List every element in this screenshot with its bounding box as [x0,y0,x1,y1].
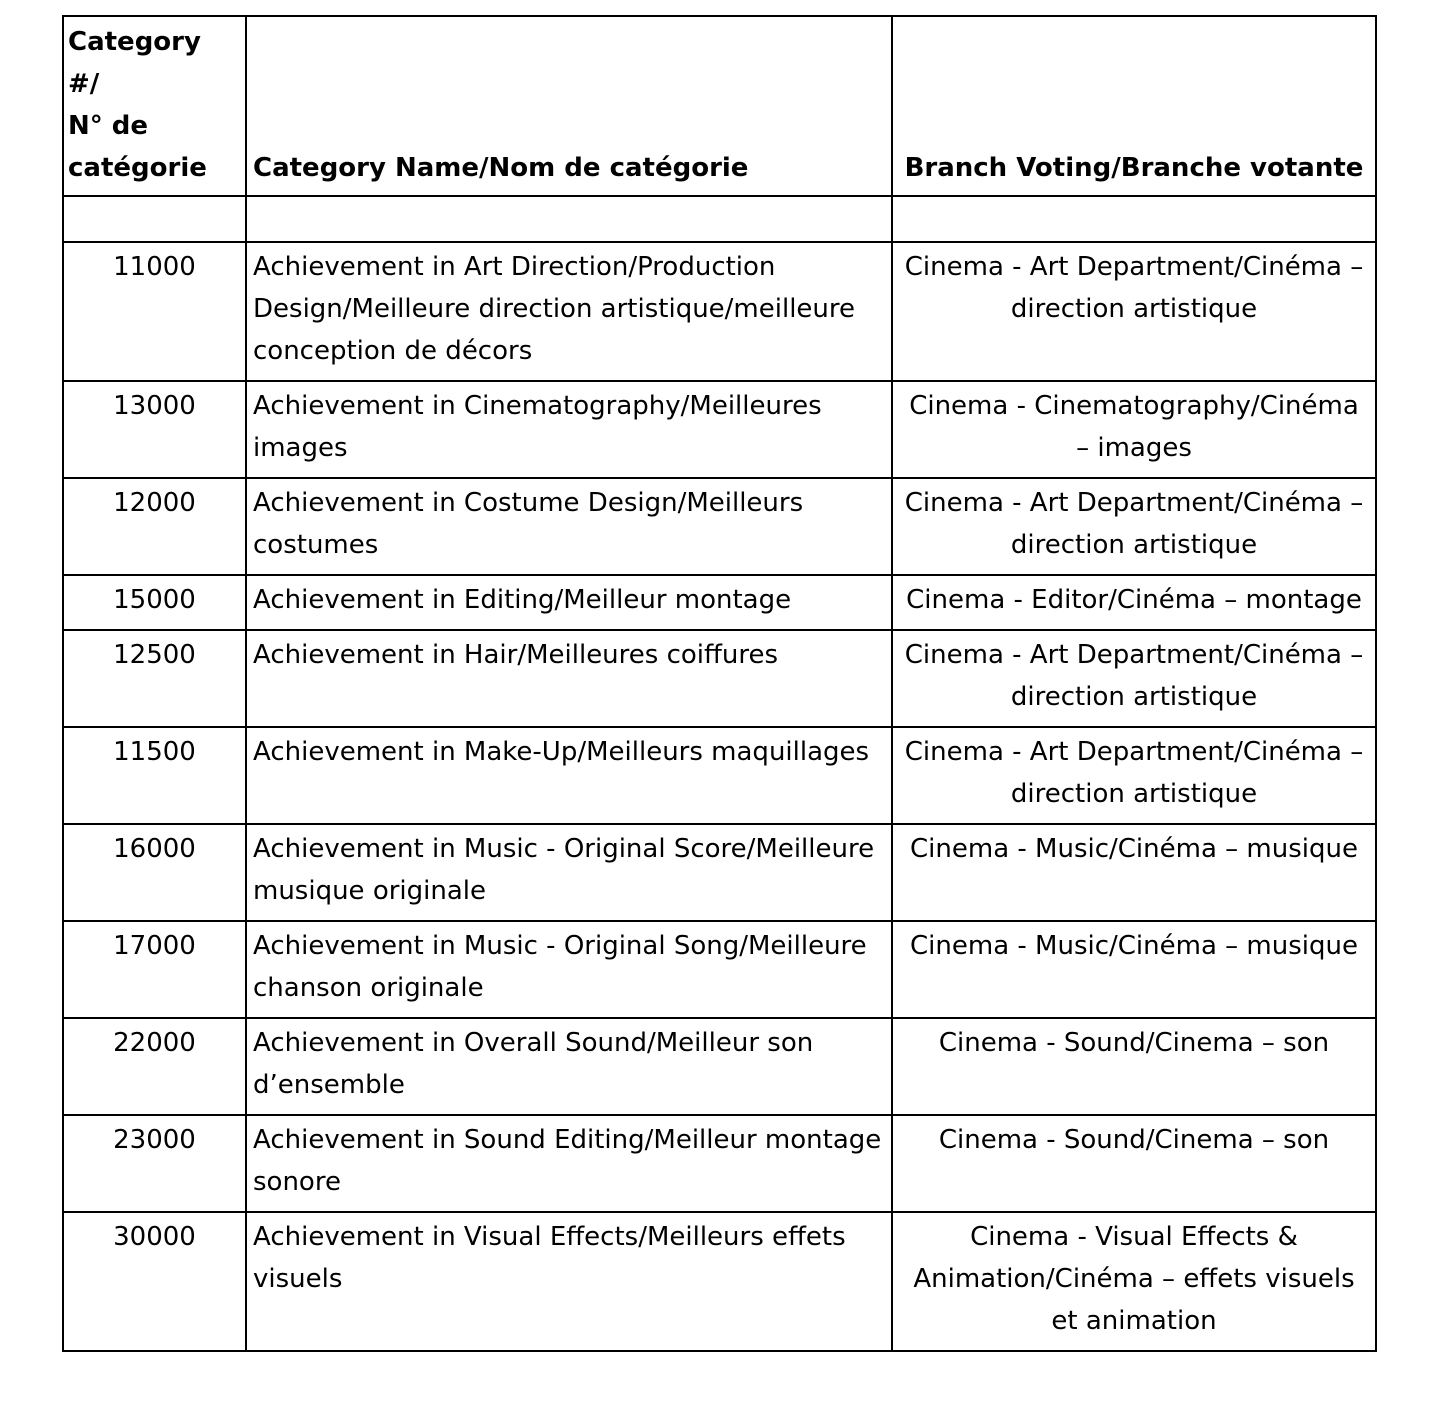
category-name: Achievement in Hair/Meilleures coiffures [246,630,892,727]
table-row [63,921,1376,1018]
branch-voting: Cinema - Cinematography/Cinéma – images [892,381,1376,478]
table-row [63,478,1376,575]
table-row [63,575,1376,630]
category-name: Achievement in Visual Effects/Meilleurs effets visuels [246,1212,892,1351]
category-number: 30000 [63,1212,246,1351]
table-row [63,242,1376,381]
branch-voting: Cinema - Sound/Cinema – son [892,1115,1376,1212]
category-number: 12000 [63,478,246,575]
category-number: 16000 [63,824,246,921]
header-row [63,16,1376,196]
header-number-line-1: Category #/ [68,27,201,99]
category-name: Achievement in Music - Original Song/Meilleure chanson originale [246,921,892,1018]
category-number: 22000 [63,1018,246,1115]
table-row [63,1115,1376,1212]
empty-cell [892,196,1376,242]
header-category-number [63,16,246,196]
branch-voting: Cinema - Music/Cinéma – musique [892,921,1376,1018]
category-number: 11000 [63,242,246,381]
category-number: 12500 [63,630,246,727]
branch-voting: Cinema - Music/Cinéma – musique [892,824,1376,921]
branch-voting: Cinema - Visual Effects & Animation/Cinéma – effets visuels et animation [892,1212,1376,1351]
category-number: 15000 [63,575,246,630]
header-category-name: Category Name/Nom de catégorie [246,16,892,196]
branch-voting: Cinema - Art Department/Cinéma – direction artistique [892,242,1376,381]
branch-voting: Cinema - Editor/Cinéma – montage [892,575,1376,630]
category-name: Achievement in Art Direction/Production Design/Meilleure direction artistique/meilleure conception de décors [246,242,892,381]
header-number-line-3: catégorie [68,153,207,183]
table-row [63,824,1376,921]
category-name: Achievement in Costume Design/Meilleurs costumes [246,478,892,575]
header-number-line-2: N° de [68,111,149,141]
category-name: Achievement in Overall Sound/Meilleur son d’ensemble [246,1018,892,1115]
category-number: 11500 [63,727,246,824]
category-number: 23000 [63,1115,246,1212]
branch-voting: Cinema - Art Department/Cinéma – direction artistique [892,478,1376,575]
table-row [63,1212,1376,1351]
category-name: Achievement in Make-Up/Meilleurs maquillages [246,727,892,824]
branch-voting: Cinema - Art Department/Cinéma – direction artistique [892,630,1376,727]
category-name: Achievement in Editing/Meilleur montage [246,575,892,630]
category-number: 17000 [63,921,246,1018]
table-row [63,727,1376,824]
category-name: Achievement in Sound Editing/Meilleur montage sonore [246,1115,892,1212]
branch-voting: Cinema - Sound/Cinema – son [892,1018,1376,1115]
category-name: Achievement in Cinematography/Meilleures images [246,381,892,478]
table-row [63,630,1376,727]
empty-cell [63,196,246,242]
header-branch-voting: Branch Voting/Branche votante [892,16,1376,196]
empty-row [63,196,1376,242]
branch-voting: Cinema - Art Department/Cinéma – direction artistique [892,727,1376,824]
category-table [62,15,1377,1352]
category-number: 13000 [63,381,246,478]
table-row [63,1018,1376,1115]
category-name: Achievement in Music - Original Score/Meilleure musique originale [246,824,892,921]
empty-cell [246,196,892,242]
table-row [63,381,1376,478]
